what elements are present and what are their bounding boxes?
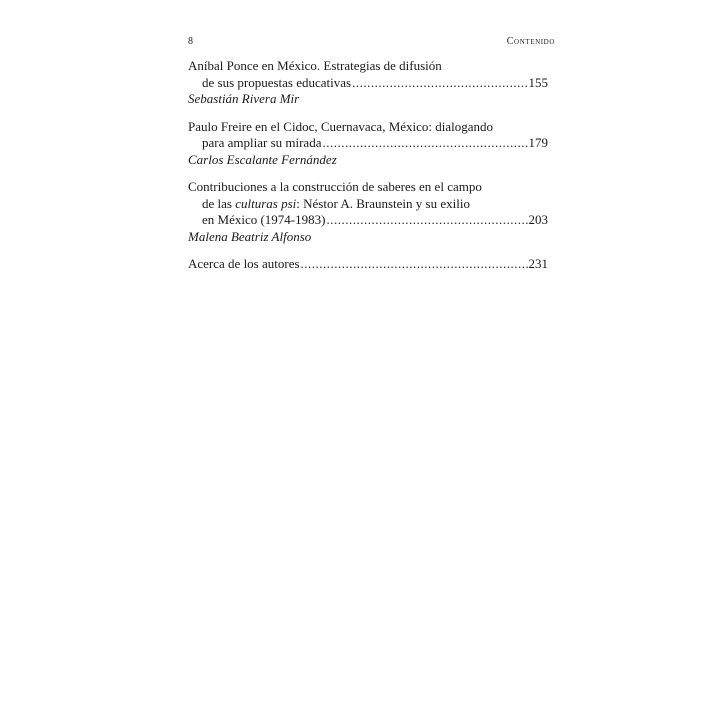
entry-leader-line [188,212,548,229]
entry-page-number: 179 [528,135,548,150]
entry-author: Carlos Escalante Fernández [188,151,337,167]
entry-title-segment: de las [202,195,236,211]
entry-title-line: Aníbal Ponce en México. Estrategias de difusión [188,58,442,73]
entry-author: Sebastián Rivera Mir [188,91,300,106]
entry-title-italic: culturas psi [235,195,297,211]
entry-title-line [188,196,548,213]
toc-entry [188,58,548,108]
entry-leader-line [188,75,548,92]
toc-entry [188,179,548,245]
dot-leader [352,75,527,92]
table-of-contents [188,58,548,284]
running-title: Contenido [506,36,555,47]
entry-page-number: 203 [528,212,548,227]
entry-title-line: Paulo Freire en el Cidoc, Cuernavaca, México: dialogando [188,118,494,134]
entry-title-line: Contribuciones a la construcción de saberes en el campo [188,179,482,194]
entry-page-number: 155 [528,74,548,90]
entry-title-line: de sus propuestas educativas [202,74,352,90]
entry-page-number: 231 [528,256,548,271]
entry-author: Malena Beatriz Alfonso [188,228,312,244]
dot-leader [301,256,528,273]
dot-leader [326,212,527,229]
toc-entry [188,256,548,273]
entry-title-segment: : Néstor A. Braunstein y su exilio [296,195,470,211]
entry-leader-line [188,135,548,152]
entry-title-line: para ampliar su mirada [202,135,322,150]
toc-entry [188,119,548,169]
dot-leader [322,135,527,152]
entry-title-line: Acerca de los autores [188,256,300,271]
entry-leader-line [188,256,548,273]
page-number: 8 [188,36,194,47]
entry-title-line: en México (1974-1983) [202,212,326,227]
